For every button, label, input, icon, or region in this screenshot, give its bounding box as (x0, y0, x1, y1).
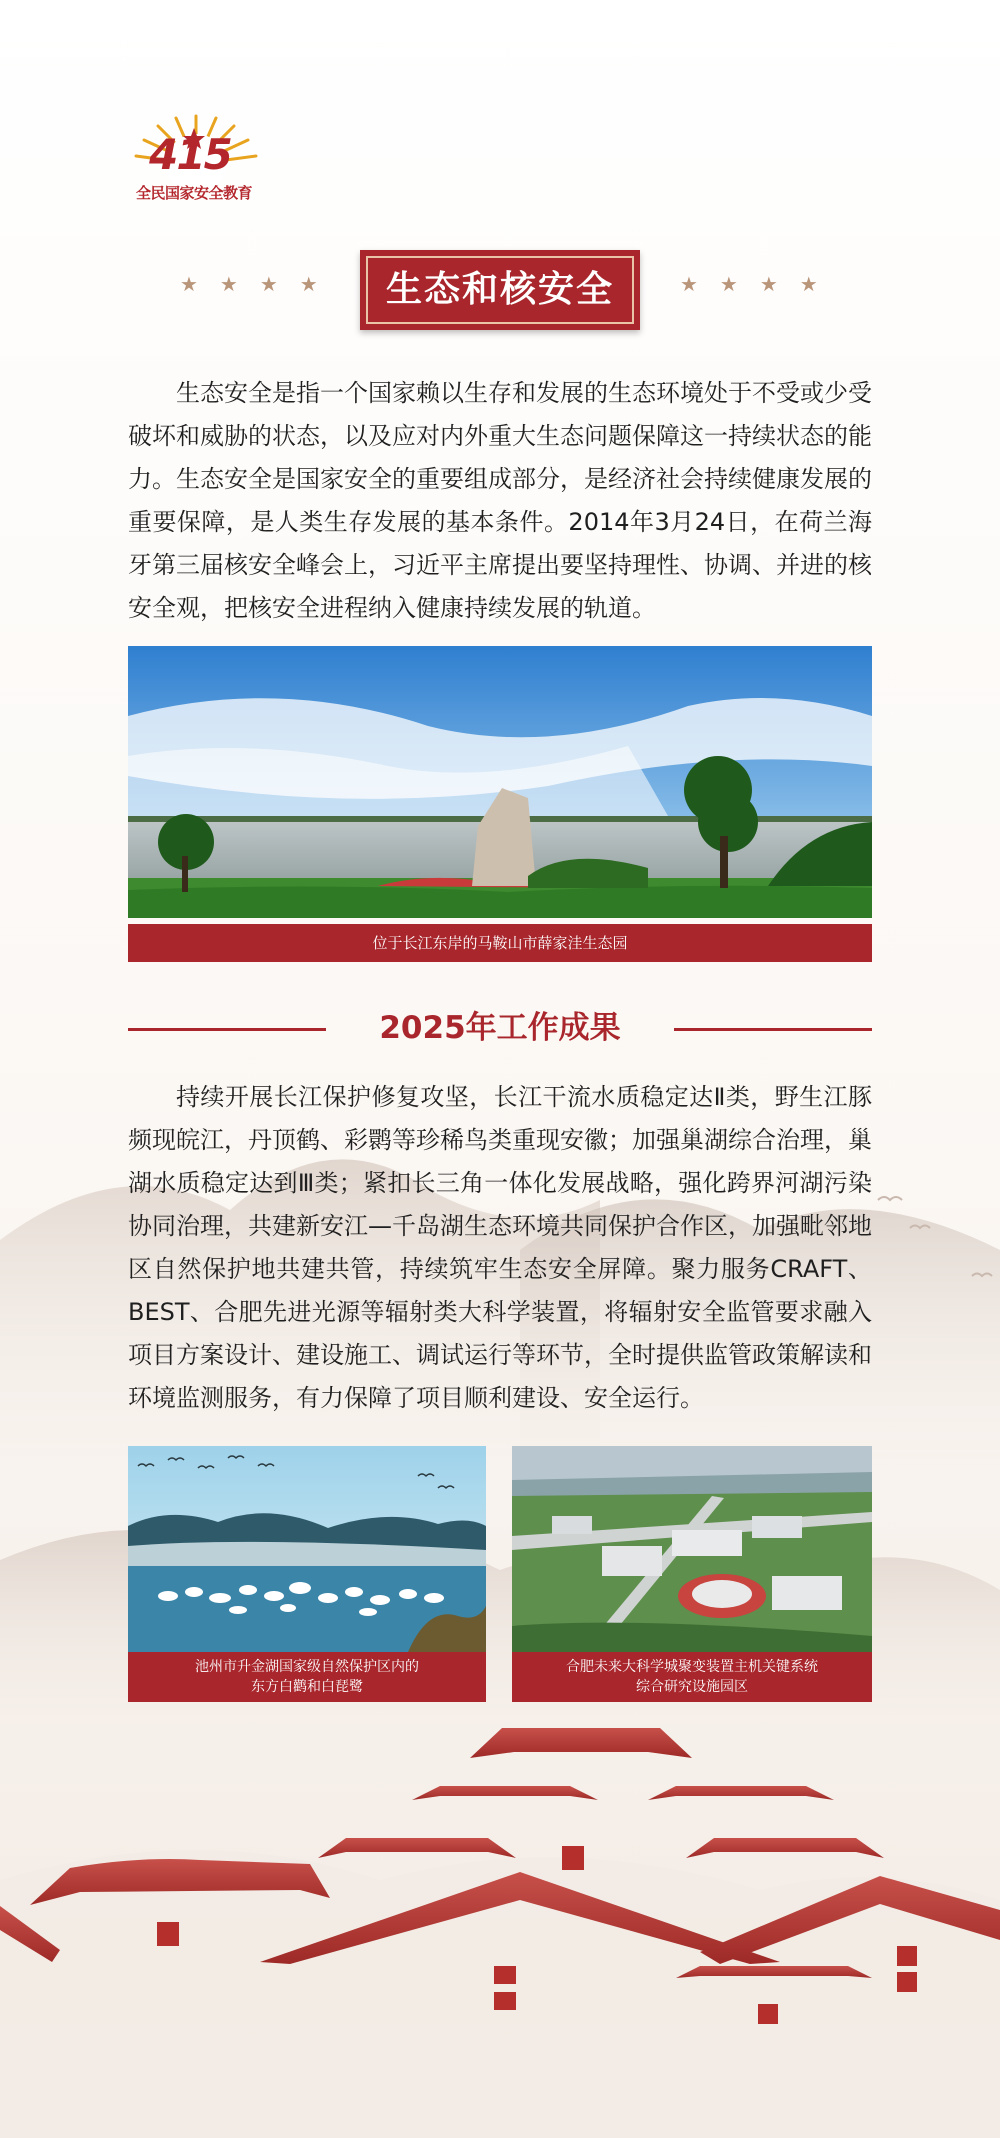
decorative-stars-right: ★★★★ (680, 272, 840, 296)
logo-text: 全民国家安全教育 (135, 184, 252, 202)
photo2-caption-line2: 东方白鹳和白琵鹭 (251, 1679, 363, 1695)
photo-science-campus (512, 1446, 872, 1652)
section-heading (128, 1002, 872, 1054)
intro-paragraph-text: 生态安全是指一个国家赖以生存和发展的生态环境处于不受或少受破坏和威胁的状态，以及应对内外重大生态问题保障这一持续状态的能力。生态安全是国家安全的重要组成部分，是经济社会持续健康发展的重要保障，是人类生存发展的基本条件。2014年3月24日，在荷兰海牙第三届核安全峰会上，习近平主席提出要坚持理性、协调、并进的核安全观，把核安全进程纳入健康持续发展的轨道。 (128, 379, 872, 622)
logo-number: 415 (149, 130, 231, 179)
achievements-paragraph (128, 1076, 872, 1420)
photo3-caption (512, 1652, 872, 1702)
photo3-caption-line2: 综合研究设施园区 (636, 1679, 748, 1695)
title-banner (360, 250, 640, 330)
achievements-paragraph-text: 持续开展长江保护修复攻坚，长江干流水质稳定达Ⅱ类，野生江豚频现皖江，丹顶鹤、彩鹮等珍稀鸟类重现安徽；加强巢湖综合治理，巢湖水质稳定达到Ⅲ类；紧扣长三角一体化发展战略，强化跨界河湖污染协同治理，共建新安江—千岛湖生态环境共同保护合作区，加强毗邻地区自然保护地共建共管，持续筑牢生态安全屏障。聚力服务CRAFT、BEST、合肥先进光源等辐射类大科学装置，将辐射安全监管要求融入项目方案设计、建设施工、调试运行等环节，全时提供监管政策解读和环境监测服务，有力保障了项目顺利建设、安全运行。 (128, 1083, 872, 1412)
photo1-caption: 位于长江东岸的马鞍山市薛家洼生态园 (128, 924, 872, 962)
storks-lake-image (128, 1446, 486, 1652)
decorative-stars-left: ★★★★ (180, 272, 340, 296)
photo3-caption-line1: 合肥未来大科学城聚变装置主机关键系统 (566, 1659, 818, 1675)
section-title: 2025年工作成果 (379, 1010, 621, 1046)
photo2-caption-line1: 池州市升金湖国家级自然保护区内的 (195, 1659, 419, 1675)
intro-paragraph (128, 372, 872, 630)
science-campus-image (512, 1446, 872, 1652)
photo2-caption (128, 1652, 486, 1702)
national-security-education-logo (126, 108, 266, 208)
lakeside-park-image (128, 646, 872, 918)
page-title: 生态和核安全 (385, 269, 614, 310)
photo-storks-lake (128, 1446, 486, 1652)
photo-lakeside-eco-park (128, 646, 872, 918)
